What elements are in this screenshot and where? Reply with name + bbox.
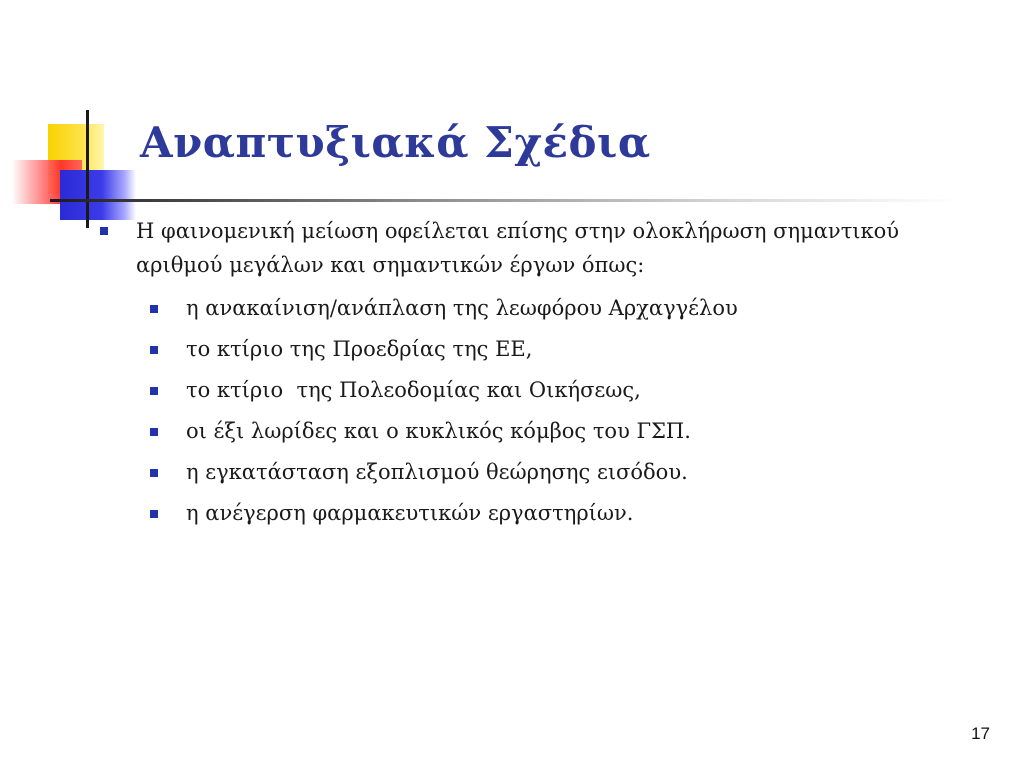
square-bullet-icon bbox=[150, 387, 158, 395]
sub-bullet-item bbox=[100, 288, 920, 329]
slide-title: Αναπτυξιακά Σχέδια bbox=[140, 118, 651, 167]
sub-bullet-item bbox=[100, 452, 920, 493]
sub-bullet-item bbox=[100, 370, 920, 411]
blue-square-decoration bbox=[60, 170, 136, 220]
sub-bullet-text: το κτίριο της Πολεοδομίας και Οικήσεως, bbox=[186, 378, 641, 402]
square-bullet-icon bbox=[150, 469, 158, 477]
sub-bullet-item bbox=[100, 493, 920, 534]
square-bullet-icon bbox=[150, 346, 158, 354]
sub-bullet-text: το κτίριο της Προεδρίας της ΕΕ, bbox=[186, 337, 533, 361]
sub-bullet-text: οι έξι λωρίδες και ο κυκλικός κόμβος του ΓΣΠ. bbox=[186, 419, 691, 443]
sub-bullet-item bbox=[100, 329, 920, 370]
square-bullet-icon bbox=[150, 305, 158, 313]
main-bullet-text: Η φαινομενική μείωση οφείλεται επίσης στην ολοκλήρωση σημαντικού αριθμού μεγάλων και σημαντικών έργων όπως: bbox=[136, 219, 900, 277]
main-bullet-item bbox=[100, 214, 920, 282]
title-underline-decoration bbox=[50, 199, 960, 202]
sub-bullet-text: η ανακαίνιση/ανάπλαση της λεωφόρου Αρχαγγέλου bbox=[186, 296, 738, 320]
square-bullet-icon bbox=[150, 510, 158, 518]
vertical-line-decoration bbox=[86, 110, 89, 228]
sub-bullet-text: η εγκατάσταση εξοπλισμού θεώρησης εισόδου. bbox=[186, 460, 688, 484]
slide-content bbox=[100, 214, 920, 534]
sub-bullet-list bbox=[100, 288, 920, 534]
page-number: 17 bbox=[971, 724, 990, 743]
square-bullet-icon bbox=[100, 227, 108, 235]
decorative-ornament bbox=[0, 0, 140, 230]
sub-bullet-item bbox=[100, 411, 920, 452]
square-bullet-icon bbox=[150, 428, 158, 436]
sub-bullet-text: η ανέγερση φαρμακευτικών εργαστηρίων. bbox=[186, 501, 634, 525]
